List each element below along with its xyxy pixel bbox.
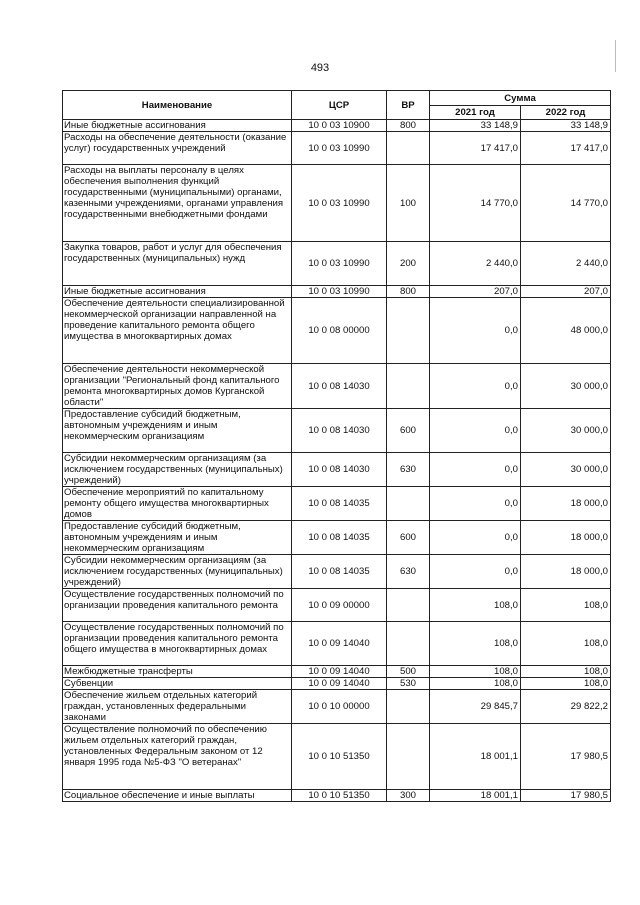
row-sum-2022-cell: 108,0 bbox=[521, 666, 611, 678]
row-sum-2021-cell: 108,0 bbox=[430, 622, 521, 666]
header-name: Наименование bbox=[63, 91, 292, 120]
row-vr-cell: 630 bbox=[387, 453, 430, 487]
table-row bbox=[63, 589, 611, 622]
row-sum-2021-cell: 33 148,9 bbox=[430, 120, 521, 132]
row-vr-cell bbox=[387, 298, 430, 364]
row-vr-cell: 300 bbox=[387, 790, 430, 802]
row-sum-2021-cell: 0,0 bbox=[430, 364, 521, 409]
row-name-cell: Осуществление государственных полномочий по организации проведения капитального ремонта bbox=[63, 589, 292, 622]
row-csr-cell: 10 0 03 10900 bbox=[292, 120, 387, 132]
row-csr-cell: 10 0 08 14030 bbox=[292, 364, 387, 409]
table-row bbox=[63, 790, 611, 802]
row-name-cell: Иные бюджетные ассигнования bbox=[63, 286, 292, 298]
table-row bbox=[63, 286, 611, 298]
row-sum-2021-cell: 0,0 bbox=[430, 555, 521, 589]
table-row bbox=[63, 298, 611, 364]
row-sum-2022-cell: 18 000,0 bbox=[521, 487, 611, 521]
row-csr-cell: 10 0 03 10990 bbox=[292, 132, 387, 165]
row-sum-2021-cell: 0,0 bbox=[430, 487, 521, 521]
row-sum-2021-cell: 108,0 bbox=[430, 678, 521, 690]
row-name-cell: Обеспечение деятельности специализированной некоммерческой организации направленной на проведение капитального ремонта общего имущества в многоквартирных домах bbox=[63, 298, 292, 364]
row-sum-2022-cell: 30 000,0 bbox=[521, 364, 611, 409]
header-sum: Сумма bbox=[430, 91, 611, 106]
row-vr-cell bbox=[387, 132, 430, 165]
row-sum-2021-cell: 29 845,7 bbox=[430, 690, 521, 724]
row-sum-2022-cell: 17 417,0 bbox=[521, 132, 611, 165]
row-csr-cell: 10 0 03 10990 bbox=[292, 286, 387, 298]
row-name-cell: Расходы на обеспечение деятельности (оказание услуг) государственных учреждений bbox=[63, 132, 292, 165]
table-row bbox=[63, 132, 611, 165]
row-vr-cell: 630 bbox=[387, 555, 430, 589]
row-vr-cell bbox=[387, 487, 430, 521]
row-sum-2021-cell: 108,0 bbox=[430, 589, 521, 622]
header-year-2022: 2022 год bbox=[521, 106, 611, 120]
table-row bbox=[63, 690, 611, 724]
table-row bbox=[63, 666, 611, 678]
row-name-cell: Субсидии некоммерческим организациям (за исключением государственных (муниципальных) учреждений) bbox=[63, 453, 292, 487]
row-sum-2022-cell: 14 770,0 bbox=[521, 165, 611, 242]
row-sum-2022-cell: 48 000,0 bbox=[521, 298, 611, 364]
table-row bbox=[63, 487, 611, 521]
page-edge-mark bbox=[615, 40, 616, 72]
row-sum-2021-cell: 0,0 bbox=[430, 453, 521, 487]
budget-table-container bbox=[62, 90, 611, 802]
row-name-cell: Закупка товаров, работ и услуг для обеспечения государственных (муниципальных) нужд bbox=[63, 242, 292, 286]
row-sum-2021-cell: 108,0 bbox=[430, 666, 521, 678]
row-csr-cell: 10 0 09 14040 bbox=[292, 678, 387, 690]
table-row bbox=[63, 453, 611, 487]
table-header-row bbox=[63, 91, 611, 106]
row-vr-cell bbox=[387, 364, 430, 409]
table-row bbox=[63, 409, 611, 453]
row-vr-cell: 500 bbox=[387, 666, 430, 678]
row-csr-cell: 10 0 09 14040 bbox=[292, 666, 387, 678]
row-name-cell: Обеспечение мероприятий по капитальному ремонту общего имущества многоквартирных домов bbox=[63, 487, 292, 521]
row-vr-cell: 100 bbox=[387, 165, 430, 242]
table-row bbox=[63, 622, 611, 666]
row-vr-cell bbox=[387, 622, 430, 666]
row-sum-2022-cell: 33 148,9 bbox=[521, 120, 611, 132]
row-sum-2022-cell: 108,0 bbox=[521, 678, 611, 690]
row-csr-cell: 10 0 08 14035 bbox=[292, 555, 387, 589]
row-vr-cell: 200 bbox=[387, 242, 430, 286]
row-sum-2022-cell: 18 000,0 bbox=[521, 521, 611, 555]
table-row bbox=[63, 724, 611, 790]
row-vr-cell bbox=[387, 690, 430, 724]
row-csr-cell: 10 0 09 00000 bbox=[292, 589, 387, 622]
header-vr: ВР bbox=[387, 91, 430, 120]
row-sum-2021-cell: 18 001,1 bbox=[430, 724, 521, 790]
row-name-cell: Расходы на выплаты персоналу в целях обеспечения выполнения функций государственными (муниципальными) органами, казенными учреждениями, органами управления государственными внебюджетными фондами bbox=[63, 165, 292, 242]
row-sum-2022-cell: 108,0 bbox=[521, 589, 611, 622]
row-sum-2022-cell: 17 980,5 bbox=[521, 790, 611, 802]
row-sum-2022-cell: 2 440,0 bbox=[521, 242, 611, 286]
table-body bbox=[63, 120, 611, 802]
row-name-cell: Осуществление полномочий по обеспечению жильем отдельных категорий граждан, установленных Федеральным законом от 12 января 1995 года №5-ФЗ "О ветеранах" bbox=[63, 724, 292, 790]
row-name-cell: Социальное обеспечение и иные выплаты bbox=[63, 790, 292, 802]
row-vr-cell: 530 bbox=[387, 678, 430, 690]
row-csr-cell: 10 0 03 10990 bbox=[292, 165, 387, 242]
row-vr-cell: 600 bbox=[387, 521, 430, 555]
row-sum-2021-cell: 0,0 bbox=[430, 521, 521, 555]
row-name-cell: Обеспечение жильем отдельных категорий граждан, установленных федеральными законами bbox=[63, 690, 292, 724]
row-csr-cell: 10 0 08 00000 bbox=[292, 298, 387, 364]
row-csr-cell: 10 0 08 14030 bbox=[292, 453, 387, 487]
row-vr-cell: 800 bbox=[387, 286, 430, 298]
row-vr-cell bbox=[387, 724, 430, 790]
table-row bbox=[63, 521, 611, 555]
table-row bbox=[63, 242, 611, 286]
row-sum-2021-cell: 0,0 bbox=[430, 409, 521, 453]
table-row bbox=[63, 120, 611, 132]
row-csr-cell: 10 0 09 14040 bbox=[292, 622, 387, 666]
row-csr-cell: 10 0 10 51350 bbox=[292, 790, 387, 802]
table-row bbox=[63, 165, 611, 242]
header-csr: ЦСР bbox=[292, 91, 387, 120]
row-sum-2022-cell: 30 000,0 bbox=[521, 409, 611, 453]
row-sum-2021-cell: 207,0 bbox=[430, 286, 521, 298]
row-name-cell: Межбюджетные трансферты bbox=[63, 666, 292, 678]
page-number: 493 bbox=[310, 62, 330, 74]
row-name-cell: Иные бюджетные ассигнования bbox=[63, 120, 292, 132]
row-name-cell: Осуществление государственных полномочий по организации проведения капитального ремонта общего имущества в многоквартирных домах bbox=[63, 622, 292, 666]
row-sum-2022-cell: 108,0 bbox=[521, 622, 611, 666]
row-csr-cell: 10 0 10 00000 bbox=[292, 690, 387, 724]
row-csr-cell: 10 0 08 14035 bbox=[292, 487, 387, 521]
row-name-cell: Предоставление субсидий бюджетным, автономным учреждениям и иным некоммерческим организациям bbox=[63, 521, 292, 555]
row-sum-2021-cell: 0,0 bbox=[430, 298, 521, 364]
table-row bbox=[63, 364, 611, 409]
row-csr-cell: 10 0 10 51350 bbox=[292, 724, 387, 790]
row-sum-2022-cell: 17 980,5 bbox=[521, 724, 611, 790]
header-year-2021: 2021 год bbox=[430, 106, 521, 120]
table-row bbox=[63, 555, 611, 589]
row-sum-2022-cell: 30 000,0 bbox=[521, 453, 611, 487]
row-vr-cell: 800 bbox=[387, 120, 430, 132]
row-sum-2022-cell: 18 000,0 bbox=[521, 555, 611, 589]
row-sum-2021-cell: 14 770,0 bbox=[430, 165, 521, 242]
row-vr-cell: 600 bbox=[387, 409, 430, 453]
row-csr-cell: 10 0 08 14035 bbox=[292, 521, 387, 555]
row-csr-cell: 10 0 08 14030 bbox=[292, 409, 387, 453]
row-sum-2022-cell: 207,0 bbox=[521, 286, 611, 298]
row-name-cell: Субвенции bbox=[63, 678, 292, 690]
row-sum-2022-cell: 29 822,2 bbox=[521, 690, 611, 724]
row-name-cell: Обеспечение деятельности некоммерческой организации "Региональный фонд капитального ремонта многоквартирных домов Курганской области" bbox=[63, 364, 292, 409]
row-sum-2021-cell: 18 001,1 bbox=[430, 790, 521, 802]
row-sum-2021-cell: 17 417,0 bbox=[430, 132, 521, 165]
budget-table bbox=[62, 90, 611, 802]
table-row bbox=[63, 678, 611, 690]
row-name-cell: Предоставление субсидий бюджетным, автономным учреждениям и иным некоммерческим организациям bbox=[63, 409, 292, 453]
row-vr-cell bbox=[387, 589, 430, 622]
row-name-cell: Субсидии некоммерческим организациям (за исключением государственных (муниципальных) учреждений) bbox=[63, 555, 292, 589]
row-csr-cell: 10 0 03 10990 bbox=[292, 242, 387, 286]
row-sum-2021-cell: 2 440,0 bbox=[430, 242, 521, 286]
